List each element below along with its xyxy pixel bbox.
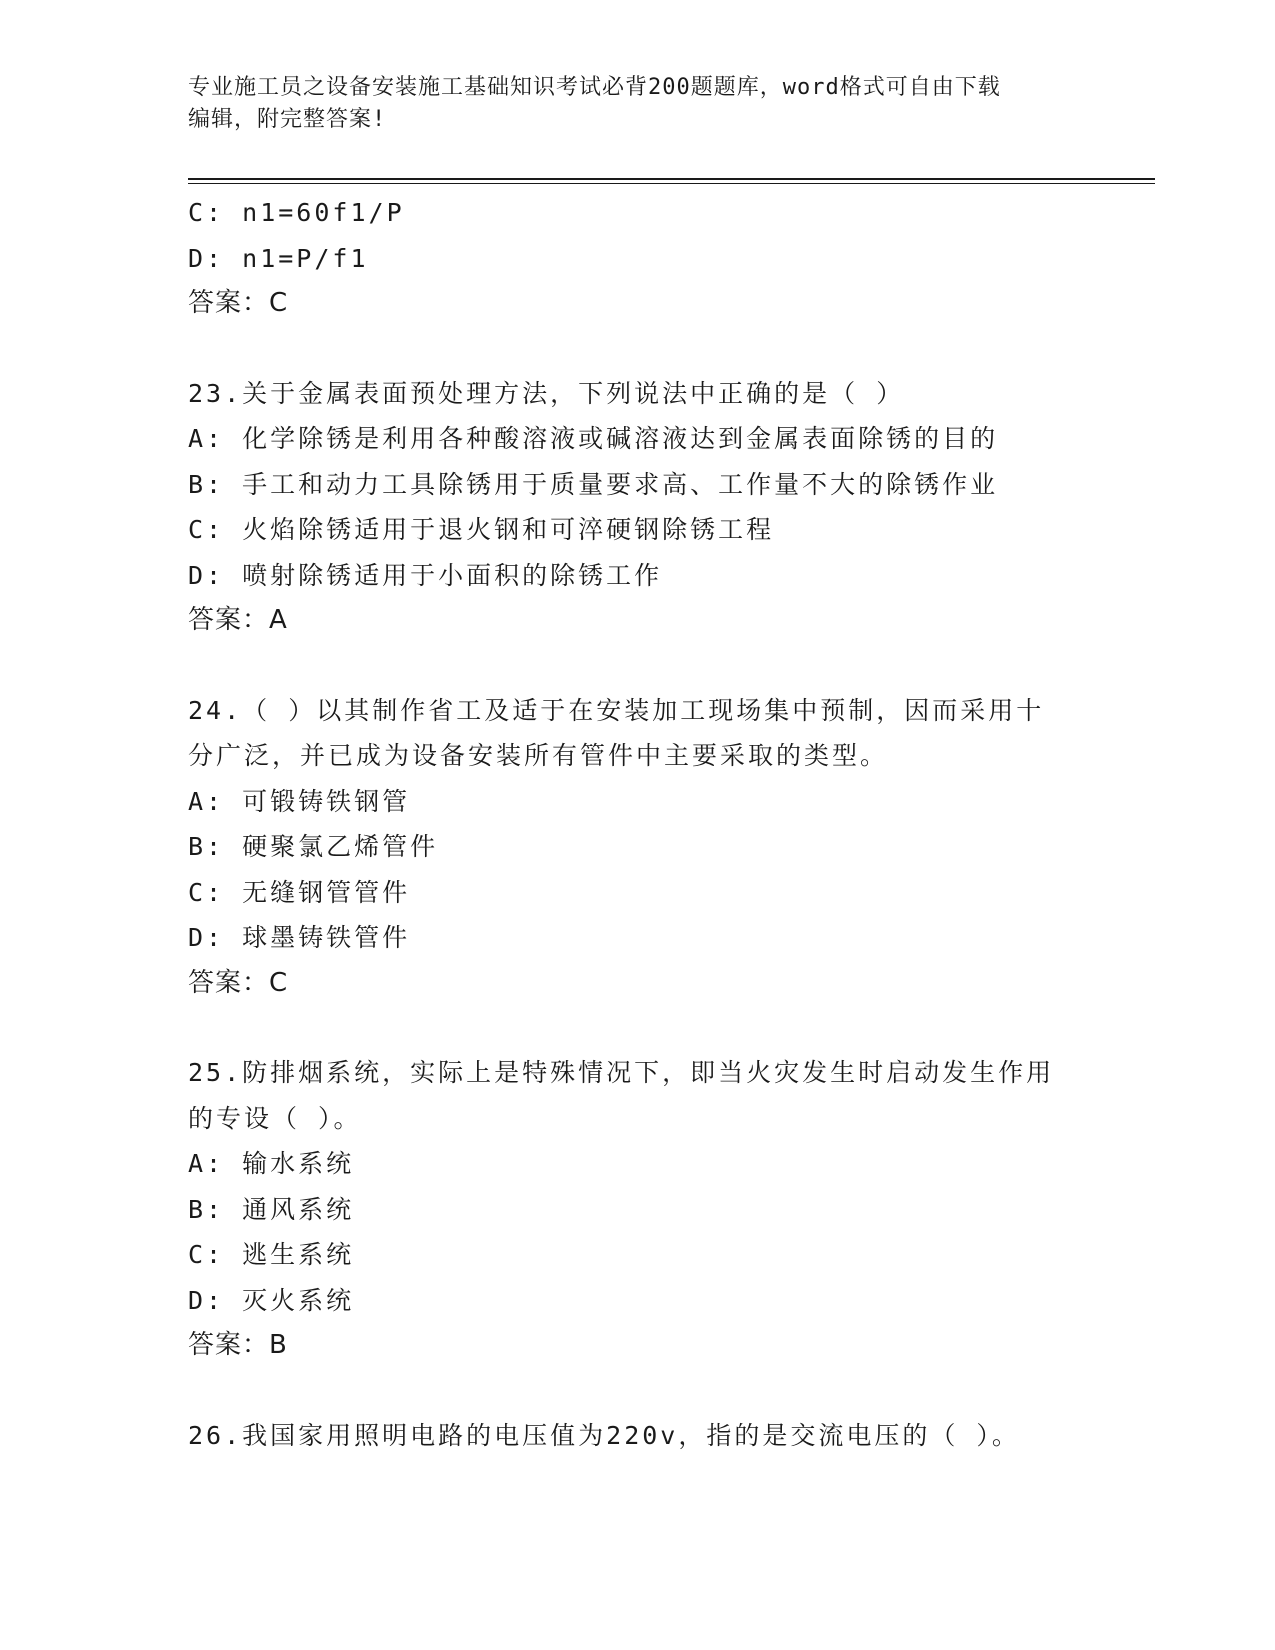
option-c: C: n1=60f1/P [188,198,405,227]
spacer [188,327,1088,371]
header-title-line-1: 专业施工员之设备安装施工基础知识考试必背200题题库，word格式可自由下载 [188,75,1001,100]
option-a: A: 输水系统 [188,1149,355,1178]
answer-line: 答案：A [188,605,288,635]
question-list [188,190,1088,1458]
option-a: A: 可锻铸铁钢管 [188,786,411,816]
question-22-tail [188,190,1088,327]
option-d: D: 灭火系统 [188,1285,355,1315]
option-a: A: 化学除锈是利用各种酸溶液或碱溶液达到金属表面除锈的目的 [188,424,999,453]
document-header [188,72,1088,136]
option-b: B: 通风系统 [188,1194,355,1224]
question-text-line-2: 分广泛，并已成为设备安装所有管件中主要采取的类型。 [188,741,889,770]
header-title-line-2: 编辑，附完整答案! [188,107,387,132]
spacer [188,1006,1088,1050]
spacer [188,644,1088,688]
option-b: B: 硬聚氯乙烯管件 [188,832,439,861]
option-b: B: 手工和动力工具除锈用于质量要求高、工作量不大的除锈作业 [188,469,999,499]
spacer [188,1369,1088,1413]
option-c: C: 无缝钢管管件 [188,877,411,907]
option-d: D: n1=P/f1 [188,243,369,273]
answer-line: 答案：C [188,967,289,998]
question-24 [188,688,1088,1007]
question-26 [188,1413,1088,1459]
question-text: 26.我国家用照明电路的电压值为220v，指的是交流电压的（ ）。 [188,1420,1020,1450]
header-divider-thin [188,183,1155,184]
option-c: C: 火焰除锈适用于退火钢和可淬硬钢除锈工程 [188,515,775,544]
question-text: 23.关于金属表面预处理方法，下列说法中正确的是（ ） [188,378,905,408]
answer-line: 答案：B [188,1330,288,1360]
question-text-line-1: 24.（ ）以其制作省工及适于在安装加工现场集中预制，因而采用十 [188,695,1045,725]
option-d: D: 球墨铸铁管件 [188,923,411,952]
option-d: D: 喷射除锈适用于小面积的除锈工作 [188,560,663,590]
question-25 [188,1050,1088,1369]
question-text-line-2: 的专设（ ）。 [188,1103,362,1133]
header-divider-thick [188,178,1155,180]
answer-line: 答案：C [188,288,289,318]
option-c: C: 逃生系统 [188,1240,355,1269]
question-text-line-1: 25.防排烟系统，实际上是特殊情况下，即当火灾发生时启动发生作用 [188,1058,1055,1087]
question-23 [188,371,1088,644]
